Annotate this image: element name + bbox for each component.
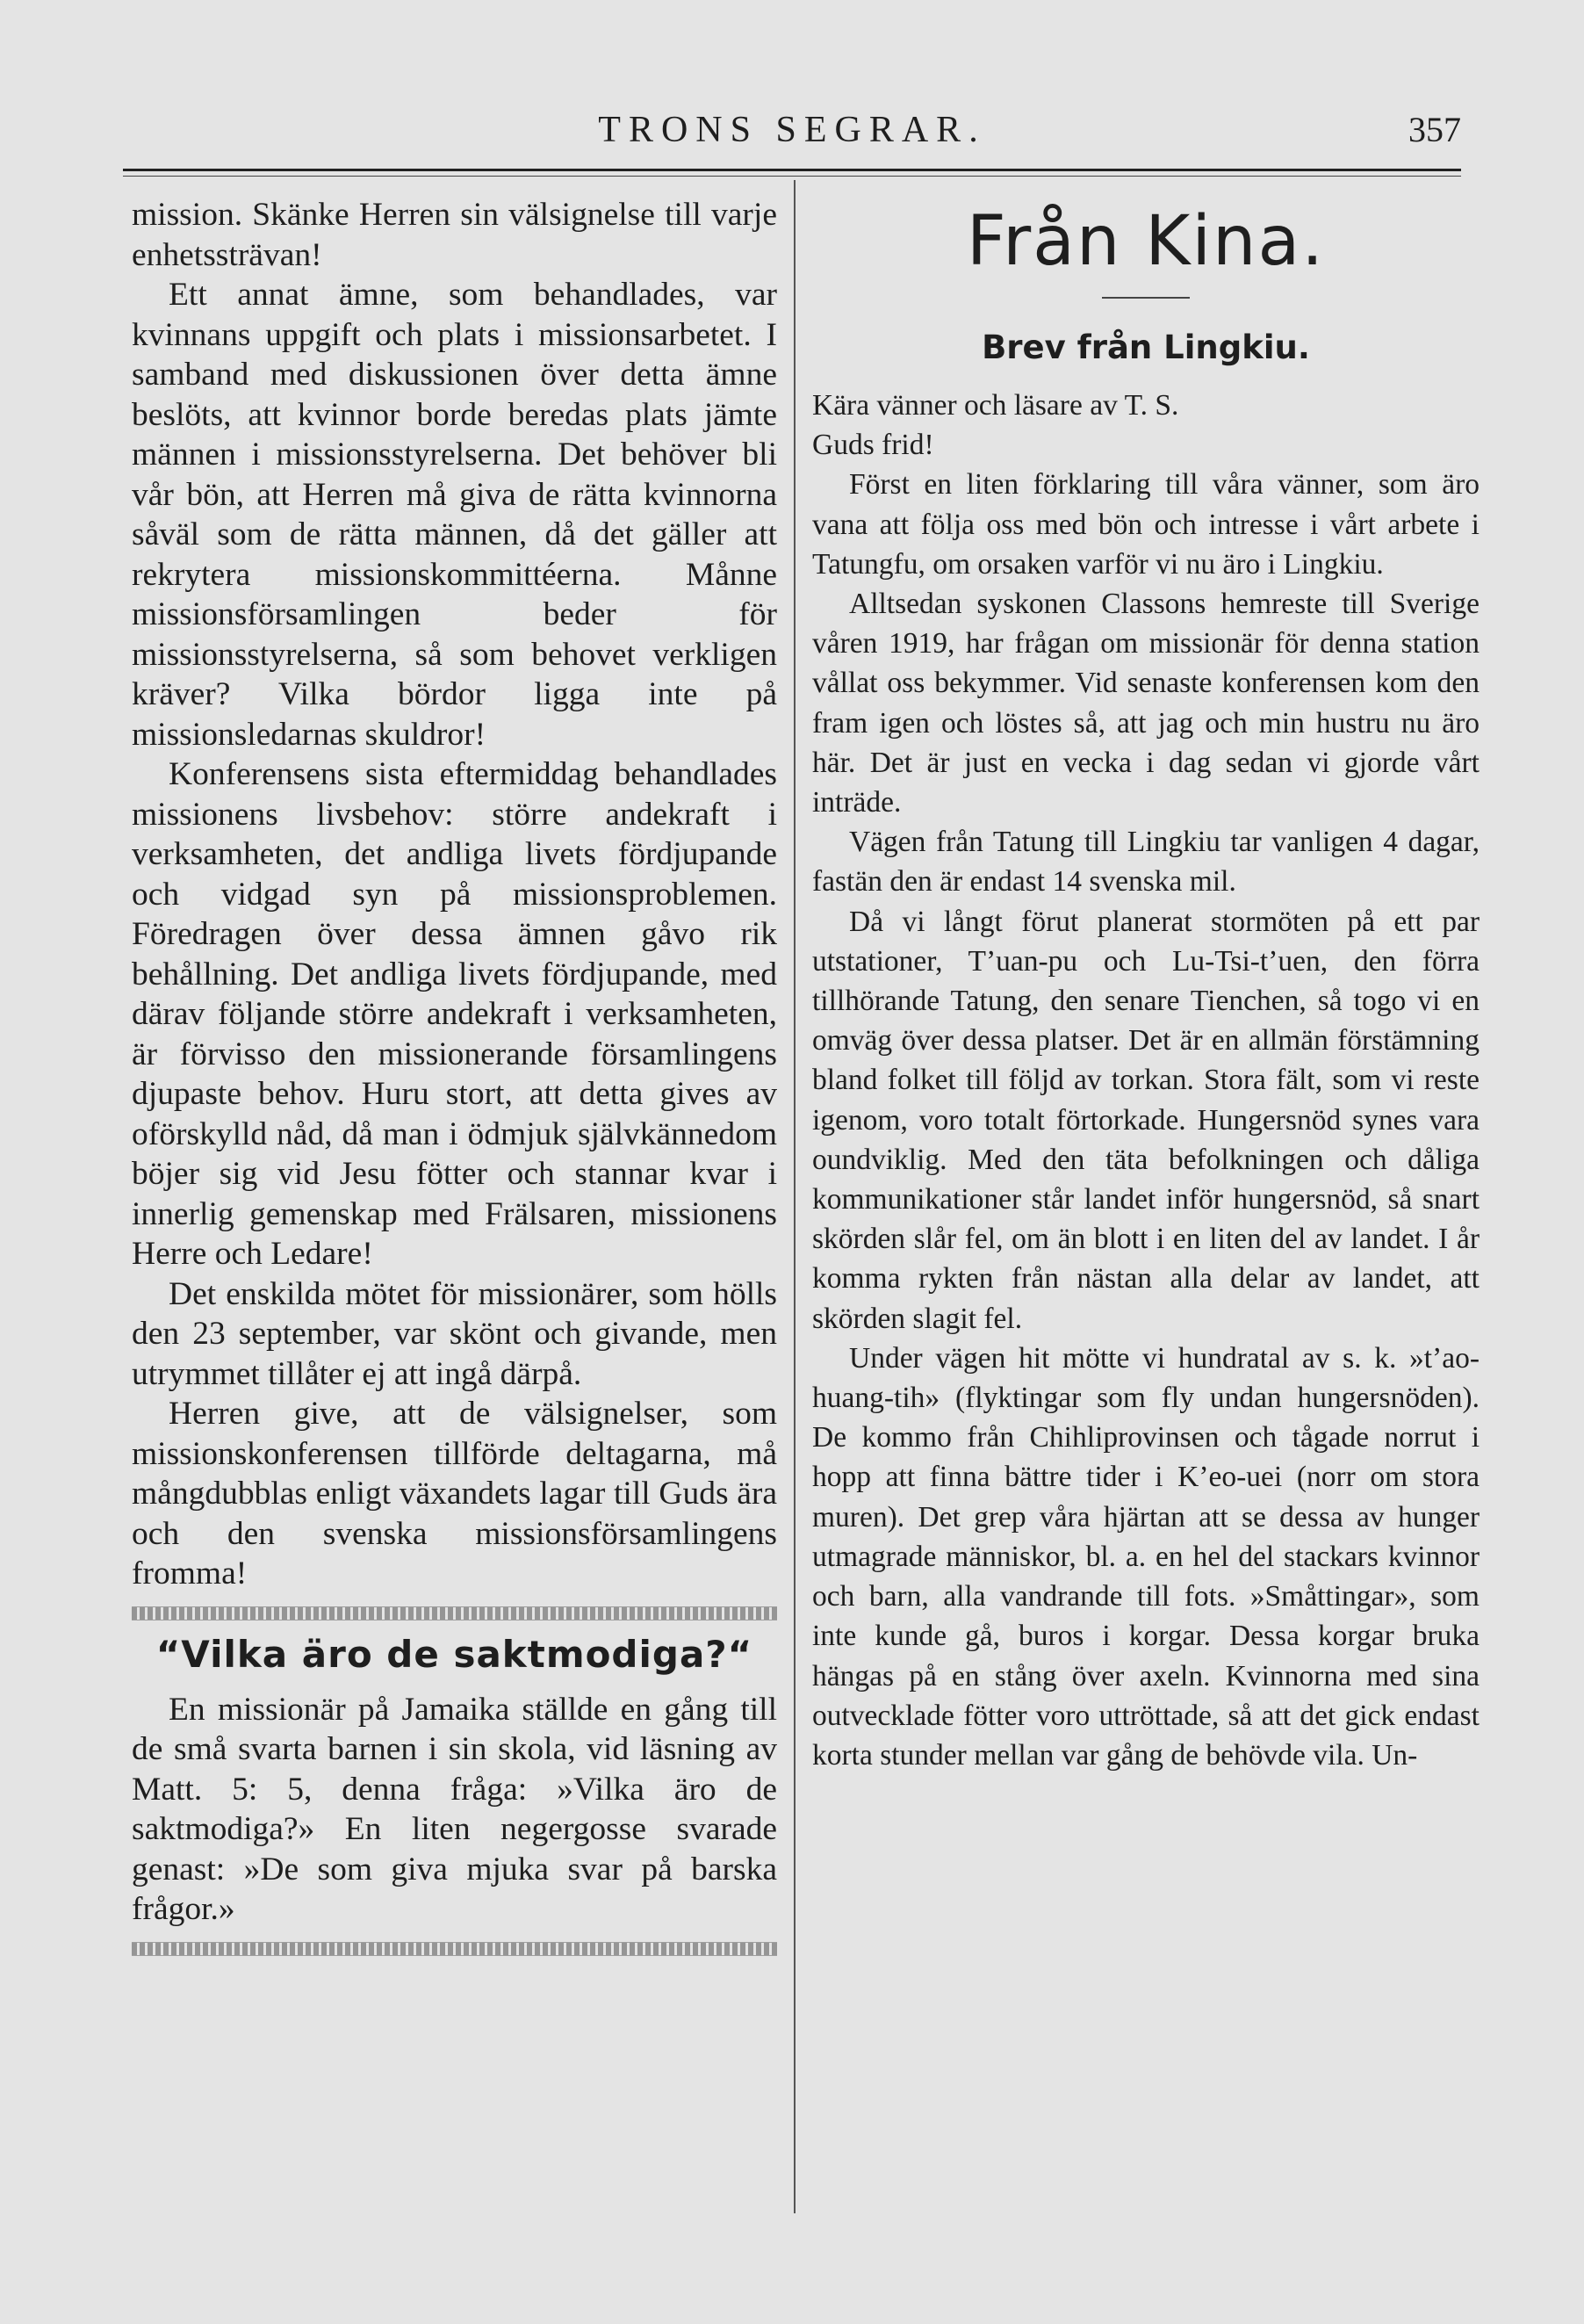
paragraph: mission. Skänke Herren sin välsignelse till varje enhetssträvan!: [132, 197, 777, 273]
paragraph: Vägen från Tatung till Lingkiu tar vanligen 4 dagar, fastän den är endast 14 svenska mil.: [812, 826, 1480, 899]
column-divider: [794, 180, 796, 2213]
paragraph: Herren give, att de välsignelser, som missionskonferensen tillförde deltagarna, må mångdubblas enligt växandets lagar till Guds ära och den svenska missionsförsamlingens fromma!: [132, 1396, 777, 1591]
salutation-greeting: Guds frid!: [812, 429, 934, 462]
running-title: TRONS SEGRAR.: [598, 110, 986, 150]
paragraph: Det enskilda mötet för missionärer, som hölls den 23 september, var skönt och givande, men utrymmet tillåter ej att ingå därpå.: [132, 1275, 777, 1392]
paragraph: Ett annat ämne, som behandlades, var kvinnans uppgift och plats i missionsarbetet. I samband med diskussionen över detta ämne beslöts, att kvinnor borde beredas plats jämte männen i missionsstyrelserna. Det behöver bli vår bön, att Herren må giva de rätta kvinnorna såväl som de rätta männen, då det gäller att rekrytera missionskommittéerna. Månne missionsförsamlingen beder för missionsstyrelserna, så som behovet verkligen kräver? Vilka bördor ligga inte på missionsledarnas skuldror!: [132, 277, 777, 753]
article-title: “Vilka äro de saktmodiga?“: [155, 1632, 753, 1676]
right-column: [812, 195, 1480, 1775]
subheading: Brev från Lingkiu.: [982, 328, 1310, 366]
ornamental-rule: [132, 1606, 777, 1620]
paragraph: Under vägen hit mötte vi hundratal av s. k. »t’ao-huang-tih» (flyktingar som fly undan hungersnöden). De kommo från Chihliprovinsen och tågade norrut i hopp att finna bättre tider i K’eo-uei (norr om stora muren). Det grep våra hjärtan att se dessa av hunger utmagrade människor, bl. a. en hel del stackars kvinnor och barn, alla vandrande till fots. »Småttingar», som inte kunde gå, buros i korgar. Dessa korgar bruka hängas på en stång över axeln. Kvinnorna med sina outvecklade fötter voro uttröttade, så att det gick endast korta stunder mellan var gång de behövde vila. Un-: [812, 1341, 1480, 1772]
short-rule: [1102, 297, 1190, 299]
paragraph: En missionär på Jamaika ställde en gång till de små svarta barnen i sin skola, vid läsning av Matt. 5: 5, denna fråga: »Vilka äro de saktmodiga?» En liten negergosse svarade genast: »De som giva mjuka svar på barska frågor.»: [132, 1691, 777, 1927]
paragraph: Då vi långt förut planerat stormöten på ett par utstationer, T’uan-pu och Lu-Tsi-t’uen, den förra tillhörande Tatung, den senare Tienchen, så togo vi en omväg över dessa platser. Det är en allmän förstämning bland folket till följd av torkan. Stora fält, som vi reste igenom, voro totalt förtorkade. Hungersnöd synes vara oundviklig. Med den täta befolkningen och dåliga kommunikationer står landet inför hungersnöd, så snart skörden slår fel, om än blott i en liten del av landet. I år komma rykten från nästan alla delar av landet, att skörden slagit fel.: [812, 905, 1480, 1335]
left-column: [132, 195, 777, 1968]
paragraph: Först en liten förklaring till våra vänner, som äro vana att följa oss med bön och intresse i vårt arbete i Tatungfu, om orsaken varför vi nu äro i Lingkiu.: [812, 468, 1480, 581]
paragraph: Konferensens sista eftermiddag behandlades missionens livsbehov: större andekraft i verksamheten, det andliga livets fördjupande och vidgad syn på missionsproblemen. Föredragen över dessa ämnen gåvo rik behållning. Det andliga livets fördjupande, med därav följande större andekraft i verksamheten, är förvisso den missionerande församlingens djupaste behov. Huru stort, att detta gives av oförskylld nåd, då man i ödmjuk självkännedom böjer sig vid Jesu fötter och stannar kvar i innerlig gemenskap med Frälsaren, missionens Herre och Ledare!: [132, 756, 777, 1272]
header-rule-thin: [123, 176, 1461, 177]
running-head: [123, 104, 1461, 156]
header-rule: [123, 169, 1461, 171]
section-title: Från Kina.: [966, 202, 1326, 281]
paragraph: Alltsedan syskonen Classons hemreste till Sverige våren 1919, har frågan om missionär för denna station vållat oss bekymmer. Vid senaste konferensen kom den fram igen och löstes så, att jag och min hustru nu äro här. Det är just en vecka i dag sedan vi gjorde vårt inträde.: [812, 588, 1480, 819]
page-number: 357: [1408, 110, 1461, 149]
salutation-line: Kära vänner och läsare av T. S.: [812, 389, 1179, 422]
ornamental-rule: [132, 1942, 777, 1956]
